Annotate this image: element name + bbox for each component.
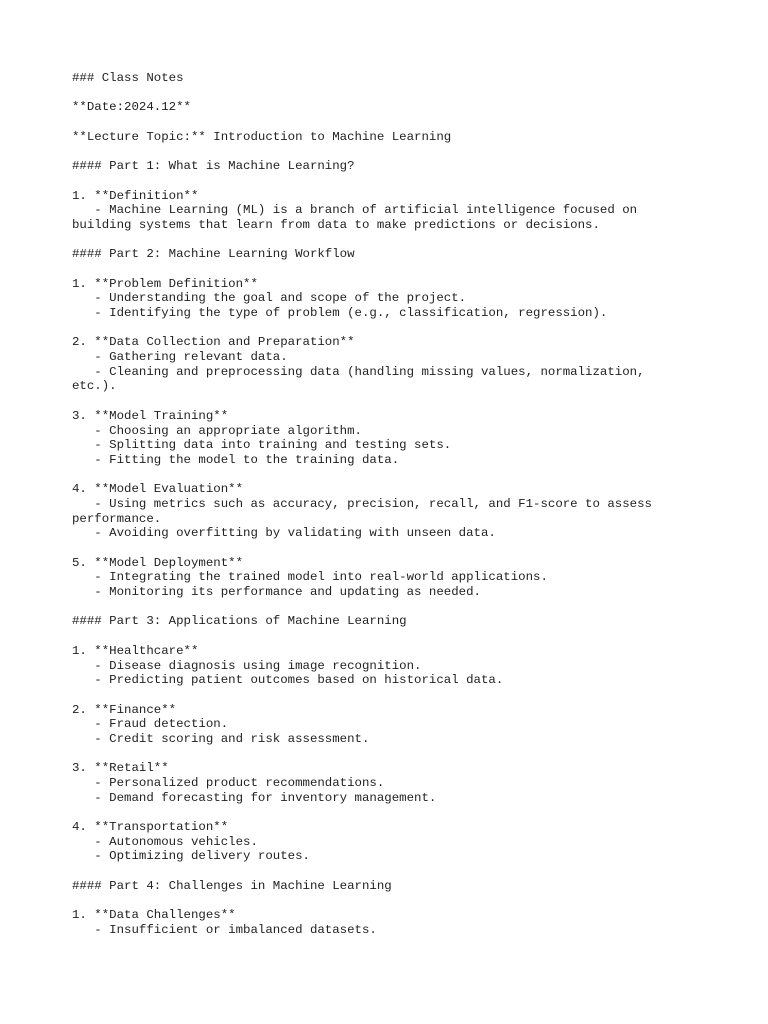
bullet-item: - Understanding the goal and scope of the project. xyxy=(72,291,467,306)
bullet-item: - Monitoring its performance and updating as needed. xyxy=(72,585,481,600)
blank-line xyxy=(72,805,702,820)
numbered-item: 3. **Model Training** xyxy=(72,408,229,423)
numbered-item: 2. **Finance** xyxy=(72,702,177,717)
bullet-item: - Fitting the model to the training data. xyxy=(72,452,400,467)
bullet-item: - Autonomous vehicles. xyxy=(72,834,258,849)
bullet-item: - Disease diagnosis using image recognition. xyxy=(72,658,422,673)
numbered-item: 3. **Retail** xyxy=(72,761,169,776)
numbered-item: 5. **Model Deployment** xyxy=(72,555,244,570)
blank-line xyxy=(72,144,702,159)
blank-line xyxy=(72,747,702,762)
blank-line xyxy=(72,894,702,909)
numbered-item: 1. **Healthcare** xyxy=(72,643,199,658)
numbered-item: 1. **Data Challenges** xyxy=(72,908,236,923)
numbered-item: 1. **Definition** xyxy=(72,188,199,203)
blank-line xyxy=(72,115,702,130)
text-line: building systems that learn from data to make predictions or decisions. xyxy=(72,217,600,232)
section-heading: #### Part 2: Machine Learning Workflow xyxy=(72,247,355,262)
bullet-item: - Integrating the trained model into real-world applications. xyxy=(72,570,548,585)
bullet-item: - Predicting patient outcomes based on historical data. xyxy=(72,673,504,688)
document-body xyxy=(72,71,702,938)
blank-line xyxy=(72,321,702,336)
bullet-item: - Credit scoring and risk assessment. xyxy=(72,731,370,746)
document-title: ### Class Notes xyxy=(72,71,184,85)
blank-line xyxy=(72,600,702,615)
blank-line xyxy=(72,688,702,703)
blank-line xyxy=(72,86,702,101)
bullet-item: - Choosing an appropriate algorithm. xyxy=(72,423,362,438)
bullet-item: - Splitting data into training and testing sets. xyxy=(72,438,452,453)
numbered-item: 2. **Data Collection and Preparation** xyxy=(72,335,355,350)
blank-line xyxy=(72,394,702,409)
blank-line xyxy=(72,174,702,189)
text-line: etc.). xyxy=(72,379,117,394)
text-line: **Date:2024.12** xyxy=(72,100,191,115)
bullet-item: - Cleaning and preprocessing data (handling missing values, normalization, xyxy=(72,364,645,379)
text-line: **Lecture Topic:** Introduction to Machine Learning xyxy=(72,129,452,144)
numbered-item: 4. **Transportation** xyxy=(72,820,229,835)
section-heading: #### Part 1: What is Machine Learning? xyxy=(72,159,355,174)
blank-line xyxy=(72,468,702,483)
bullet-item: - Using metrics such as accuracy, precision, recall, and F1-score to assess xyxy=(72,496,652,511)
blank-line xyxy=(72,629,702,644)
blank-line xyxy=(72,541,702,556)
bullet-item: - Insufficient or imbalanced datasets. xyxy=(72,922,377,937)
numbered-item: 1. **Problem Definition** xyxy=(72,276,258,291)
bullet-item: - Avoiding overfitting by validating with unseen data. xyxy=(72,526,496,541)
bullet-item: - Identifying the type of problem (e.g., classification, regression). xyxy=(72,306,608,320)
section-heading: #### Part 4: Challenges in Machine Learning xyxy=(72,878,392,893)
section-heading: #### Part 3: Applications of Machine Learning xyxy=(72,614,407,629)
bullet-item: - Optimizing delivery routes. xyxy=(72,849,310,864)
blank-line xyxy=(72,864,702,879)
numbered-item: 4. **Model Evaluation** xyxy=(72,482,244,497)
blank-line xyxy=(72,233,702,248)
bullet-item: - Machine Learning (ML) is a branch of artificial intelligence focused on xyxy=(72,203,638,218)
text-line: performance. xyxy=(72,511,162,526)
bullet-item: - Demand forecasting for inventory management. xyxy=(72,790,437,805)
bullet-item: - Personalized product recommendations. xyxy=(72,776,385,790)
blank-line xyxy=(72,262,702,277)
bullet-item: - Gathering relevant data. xyxy=(72,350,288,365)
bullet-item: - Fraud detection. xyxy=(72,717,229,732)
